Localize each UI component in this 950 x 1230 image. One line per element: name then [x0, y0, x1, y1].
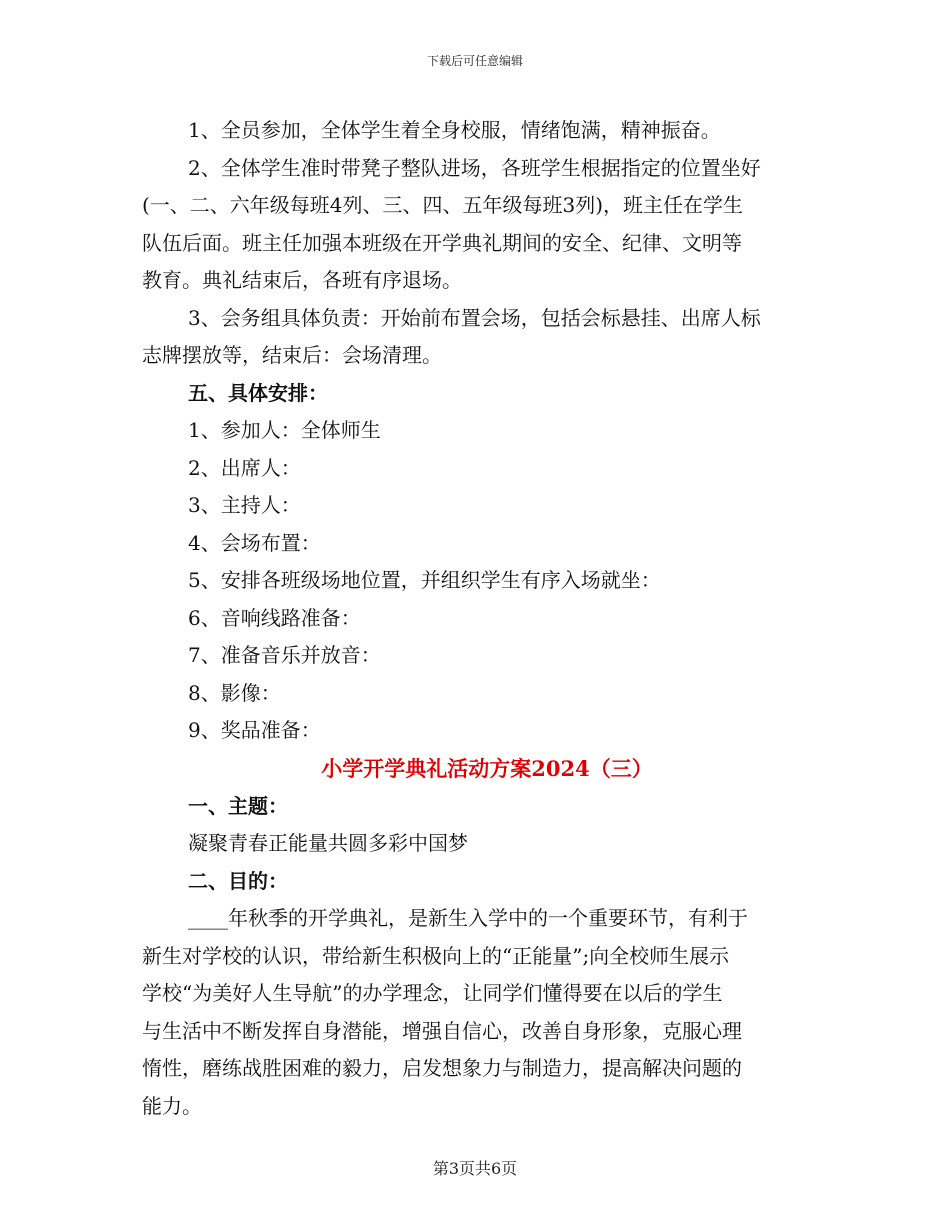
- paragraph-line: 学校“为美好人生导航”的办学理念，让同学们懂得要在以后的学生: [142, 981, 723, 1005]
- paragraph-line: 能力。: [142, 1093, 202, 1118]
- section-heading: 二、目的：: [188, 868, 288, 893]
- paragraph-line: 志牌摆放等，结束后：会场清理。: [142, 343, 442, 367]
- paragraph-line: 3、会务组具体负责：开始前布置会场，包括会标悬挂、出席人标: [188, 305, 761, 330]
- list-item: 4、会场布置：: [188, 530, 321, 555]
- paragraph-line: 队伍后面。班主任加强本班级在开学典礼期间的安全、纪律、文明等: [142, 230, 742, 255]
- paragraph-line: 凝聚青春正能量共圆多彩中国梦: [188, 831, 468, 855]
- list-item: 5、安排各班级场地位置，并组织学生有序入场就坐：: [188, 568, 661, 592]
- list-item: 3、主持人：: [188, 493, 301, 517]
- page-number: 第3页共6页: [432, 1159, 518, 1178]
- paragraph-line: (一、二、六年级每班4列、三、四、五年级每班3列)，班主任在学生: [142, 193, 744, 217]
- section-heading: 五、具体安排：: [188, 380, 328, 405]
- page-header: 下载后可任意编辑: [426, 54, 523, 68]
- document-body: [142, 112, 812, 1125]
- list-item: 8、影像：: [188, 680, 281, 705]
- paragraph-line: 惰性，磨练战胜困难的毅力，启发想象力与制造力，提高解决问题的: [142, 1056, 742, 1080]
- paragraph-line: ____年秋季的开学典礼，是新生入学中的一个重要环节，有利于: [188, 906, 748, 930]
- list-item: 1、全员参加，全体学生着全身校服，情绪饱满，精神振奋。: [188, 118, 721, 142]
- list-item: 9、奖品准备：: [188, 718, 321, 742]
- paragraph-line: 教育。典礼结束后，各班有序退场。: [142, 268, 462, 292]
- section-heading: 一、主题：: [188, 793, 288, 818]
- paragraph-line: 2、全体学生准时带凳子整队进场，各班学生根据指定的位置坐好: [188, 155, 761, 180]
- list-item: 2、出席人：: [188, 455, 301, 480]
- document-title: 小学开学典礼活动方案2024（三）: [321, 755, 653, 781]
- paragraph-line: 与生活中不断发挥自身潜能，增强自信心，改善自身形象，克服心理: [142, 1018, 742, 1043]
- list-item: 1、参加人：全体师生: [188, 418, 381, 442]
- list-item: 7、准备音乐并放音：: [188, 643, 381, 667]
- paragraph-line: 新生对学校的认识，带给新生积极向上的“正能量”;向全校师生展示: [142, 943, 730, 968]
- list-item: 6、音响线路准备：: [188, 605, 361, 630]
